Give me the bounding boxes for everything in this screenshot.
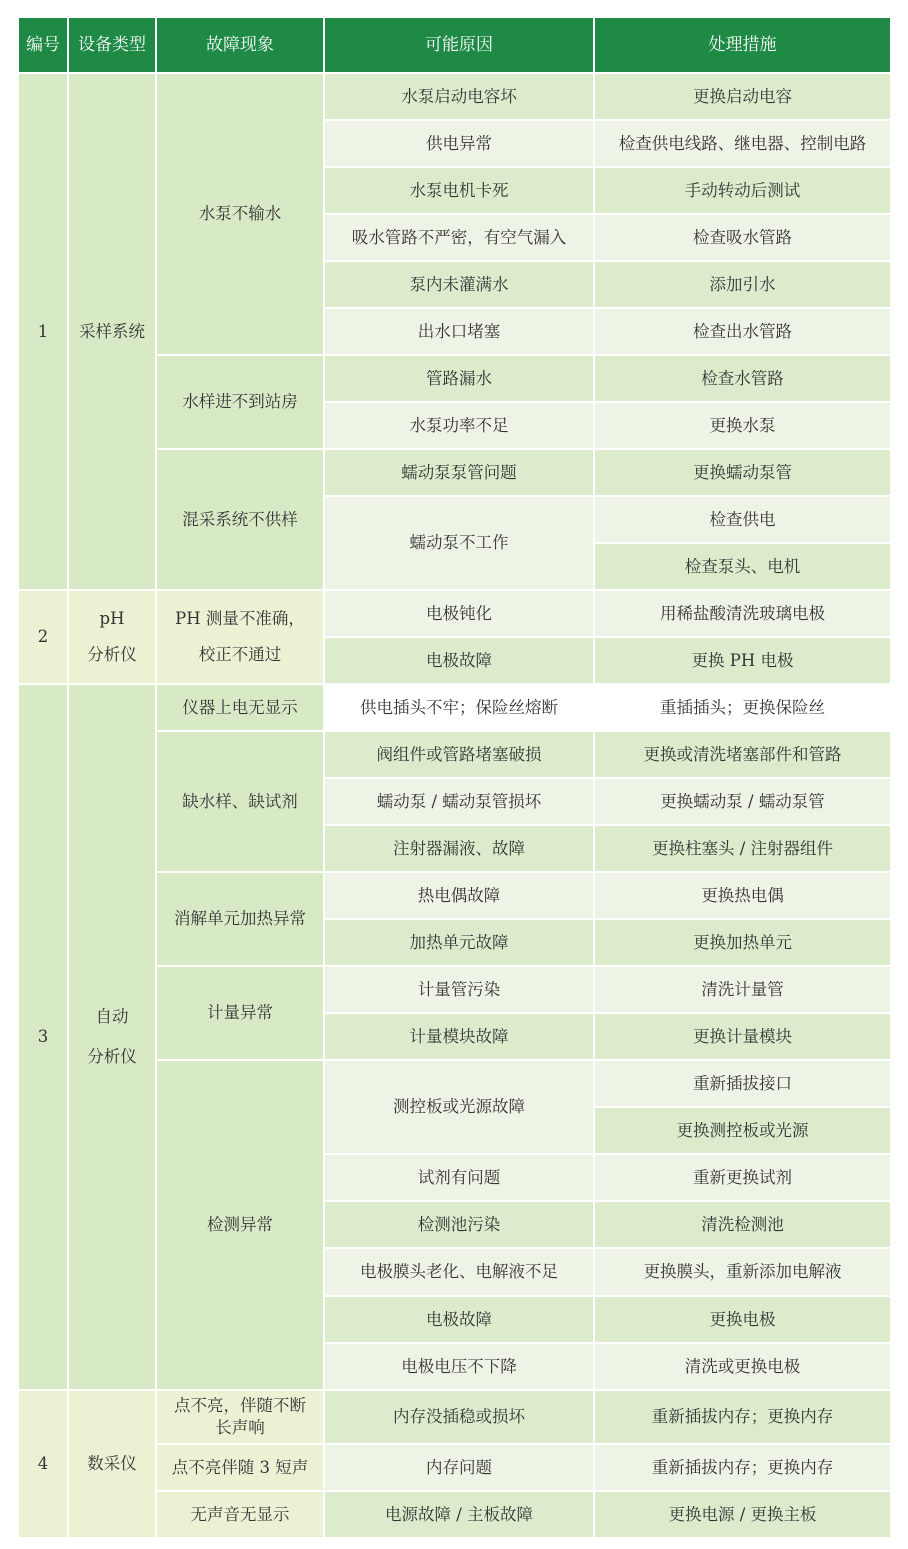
symptom-pump-no-water: 水泵不输水 (157, 74, 325, 356)
action-cell: 更换热电偶 (595, 873, 892, 920)
action-cell: 检查出水管路 (595, 309, 892, 356)
action-cell: 检查吸水管路 (595, 215, 892, 262)
cause-cell: 电极钝化 (325, 591, 595, 638)
header-symptom: 故障现象 (157, 18, 325, 74)
action-cell: 更换测控板或光源 (595, 1108, 892, 1155)
action-cell: 更换电极 (595, 1297, 892, 1344)
cause-cell: 水泵启动电容坏 (325, 74, 595, 121)
cause-cell: 电极电压不下降 (325, 1344, 595, 1391)
cause-cell: 内存问题 (325, 1445, 595, 1492)
symptom-long-beep-line1: 点不亮，伴随不断 (174, 1396, 306, 1415)
cause-cell: 计量模块故障 (325, 1014, 595, 1061)
cause-cell: 内存没插稳或损坏 (325, 1391, 595, 1445)
action-cell: 检查泵头、电机 (595, 544, 892, 591)
action-cell: 用稀盐酸清洗玻璃电极 (595, 591, 892, 638)
group-3-type (69, 685, 157, 1391)
cause-cell: 蠕动泵 / 蠕动泵管损坏 (325, 779, 595, 826)
action-cell: 更换加热单元 (595, 920, 892, 967)
action-cell: 更换蠕动泵管 (595, 450, 892, 497)
action-cell: 清洗计量管 (595, 967, 892, 1014)
cause-cell: 蠕动泵不工作 (325, 497, 595, 591)
group-2-type-line1: pH (99, 609, 125, 628)
group-2-type (69, 591, 157, 685)
cause-cell: 测控板或光源故障 (325, 1061, 595, 1155)
group-1-no: 1 (19, 74, 69, 591)
cause-cell: 电极故障 (325, 638, 595, 685)
cause-cell: 检测池污染 (325, 1202, 595, 1249)
group-1-type: 采样系统 (69, 74, 157, 591)
action-cell: 重新更换试剂 (595, 1155, 892, 1202)
action-cell: 重新插拔内存；更换内存 (595, 1391, 892, 1445)
cause-cell: 泵内未灌满水 (325, 262, 595, 309)
action-cell: 重新插拔接口 (595, 1061, 892, 1108)
cause-cell: 电极故障 (325, 1297, 595, 1344)
symptom-water-not-reaching: 水样进不到站房 (157, 356, 325, 450)
cause-cell: 阀组件或管路堵塞破损 (325, 732, 595, 779)
header-cause: 可能原因 (325, 18, 595, 74)
action-cell: 更换蠕动泵 / 蠕动泵管 (595, 779, 892, 826)
symptom-ph-line2: 校正不通过 (198, 645, 282, 664)
cause-cell: 管路漏水 (325, 356, 595, 403)
group-2-type-line2: 分析仪 (87, 645, 137, 664)
cause-cell: 水泵功率不足 (325, 403, 595, 450)
cause-cell: 加热单元故障 (325, 920, 595, 967)
action-cell: 更换 PH 电极 (595, 638, 892, 685)
cause-cell: 计量管污染 (325, 967, 595, 1014)
symptom-ph-line1: PH 测量不准确， (175, 609, 305, 628)
symptom-long-beep-line2: 长声响 (215, 1418, 265, 1437)
fault-table (19, 18, 892, 1539)
action-cell: 更换电源 / 更换主板 (595, 1492, 892, 1539)
cause-cell: 蠕动泵泵管问题 (325, 450, 595, 497)
action-cell: 更换柱塞头 / 注射器组件 (595, 826, 892, 873)
cause-cell: 电源故障 / 主板故障 (325, 1492, 595, 1539)
group-3-no: 3 (19, 685, 69, 1391)
cause-cell: 出水口堵塞 (325, 309, 595, 356)
header-action: 处理措施 (595, 18, 892, 74)
action-cell: 手动转动后测试 (595, 168, 892, 215)
header-device-type: 设备类型 (69, 18, 157, 74)
action-cell: 更换启动电容 (595, 74, 892, 121)
action-cell: 更换计量模块 (595, 1014, 892, 1061)
cause-cell: 试剂有问题 (325, 1155, 595, 1202)
group-2-no: 2 (19, 591, 69, 685)
symptom-missing-sample-reagent: 缺水样、缺试剂 (157, 732, 325, 873)
action-cell: 更换或清洗堵塞部件和管路 (595, 732, 892, 779)
cause-cell: 热电偶故障 (325, 873, 595, 920)
action-cell: 添加引水 (595, 262, 892, 309)
action-cell: 检查供电 (595, 497, 892, 544)
symptom-no-light-long-beep (157, 1391, 325, 1445)
action-cell: 清洗或更换电极 (595, 1344, 892, 1391)
symptom-digestion-heating: 消解单元加热异常 (157, 873, 325, 967)
action-cell: 重新插拔内存；更换内存 (595, 1445, 892, 1492)
action-cell: 更换膜头，重新添加电解液 (595, 1249, 892, 1297)
action-cell: 重插插头；更换保险丝 (595, 685, 892, 732)
cause-cell: 水泵电机卡死 (325, 168, 595, 215)
symptom-no-light-3-beeps: 点不亮伴随 3 短声 (157, 1445, 325, 1492)
symptom-silent-no-display: 无声音无显示 (157, 1492, 325, 1539)
symptom-ph-inaccurate (157, 591, 325, 685)
cause-cell: 吸水管路不严密，有空气漏入 (325, 215, 595, 262)
symptom-no-display: 仪器上电无显示 (157, 685, 325, 732)
action-cell: 检查水管路 (595, 356, 892, 403)
action-cell: 检查供电线路、继电器、控制电路 (595, 121, 892, 168)
symptom-metering: 计量异常 (157, 967, 325, 1061)
group-3-type-line1: 自动 (95, 1007, 129, 1026)
group-4-type: 数采仪 (69, 1391, 157, 1539)
cause-cell: 供电插头不牢；保险丝熔断 (325, 685, 595, 732)
action-cell: 更换水泵 (595, 403, 892, 450)
group-3-type-line2: 分析仪 (87, 1047, 137, 1066)
group-4-no: 4 (19, 1391, 69, 1539)
cause-cell: 注射器漏液、故障 (325, 826, 595, 873)
cause-cell: 供电异常 (325, 121, 595, 168)
action-cell: 清洗检测池 (595, 1202, 892, 1249)
cause-cell: 电极膜头老化、电解液不足 (325, 1249, 595, 1297)
symptom-mixing-no-supply: 混采系统不供样 (157, 450, 325, 591)
header-no: 编号 (19, 18, 69, 74)
symptom-detection: 检测异常 (157, 1061, 325, 1391)
